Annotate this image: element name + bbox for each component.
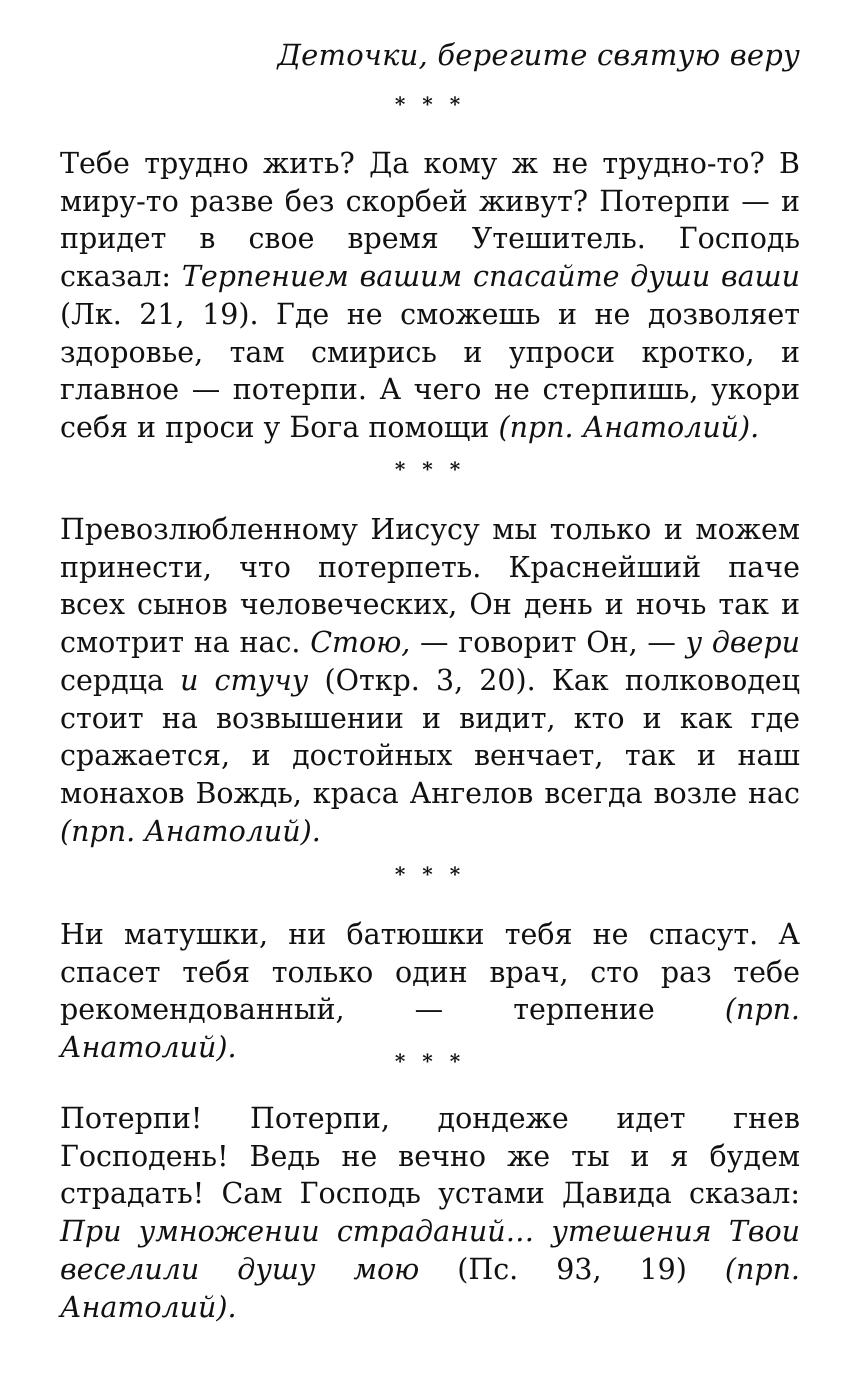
running-title: Деточки, берегите святую веру	[277, 38, 800, 72]
italic-text: (прп. Анатолий).	[60, 1252, 800, 1324]
text-run: — говорит Он, —	[410, 626, 686, 660]
section-separator: * * *	[394, 457, 466, 481]
text-run: (Лк. 21, 19). Где не сможешь и не дозволяет здоровье, там смирись и упроси кротко, и главное — потерпи. А чего не стерпишь, укори себя и проси у Бога помощи	[60, 297, 800, 444]
section-separator: * * *	[394, 1049, 466, 1073]
text-run: Ни матушки, ни батюшки тебя не спасут. А спасет тебя только один врач, сто раз тебе рекомендованный, — терпение	[60, 918, 800, 1027]
italic-text: При умножении страданий… утешения Твои веселили душу мою	[60, 1215, 800, 1286]
text-run: сердца	[60, 663, 181, 697]
paragraph-2	[60, 511, 800, 850]
book-page	[60, 0, 800, 1400]
paragraph-4	[60, 1100, 800, 1326]
text-run: Потерпи! Потерпи, дондеже идет гнев Господень! Ведь не вечно же ты и я будем страдать! Сам Господь устами Давида сказал:	[60, 1102, 800, 1211]
italic-text: (прп. Анатолий).	[60, 814, 321, 848]
italic-text: у двери	[685, 626, 800, 660]
text-run: Тебе трудно жить? Да кому ж не трудно-то? В миру-то разве без скорбей живут? Потерпи — и придет в свое время Утешитель. Господь сказал:	[60, 147, 800, 294]
italic-text: и стучу	[180, 663, 309, 697]
paragraph-3	[60, 916, 800, 1067]
italic-text: Стою,	[310, 626, 411, 660]
section-separator: * * *	[394, 92, 466, 116]
text-run: (Пс. 93, 19)	[419, 1252, 725, 1286]
italic-text: (прп. Анатолий).	[498, 410, 760, 444]
text-run: (Откр. 3, 20). Как полководец стоит на возвышении и видит, кто и как где сражается, и достойных венчает, так и наш монахов Вождь, краса Ангелов всегда возле нас	[60, 663, 801, 810]
paragraph-1	[60, 145, 800, 447]
italic-text: Терпением вашим спасайте души ваши	[181, 260, 800, 294]
text-run: Превозлюбленному Иисусу мы только и можем принести, что потерпеть. Краснейший паче всех сынов человеческих, Он день и ночь так и смотрит на нас.	[60, 513, 800, 660]
section-separator: * * *	[394, 862, 466, 886]
italic-text: (прп. Анатолий).	[60, 993, 800, 1065]
